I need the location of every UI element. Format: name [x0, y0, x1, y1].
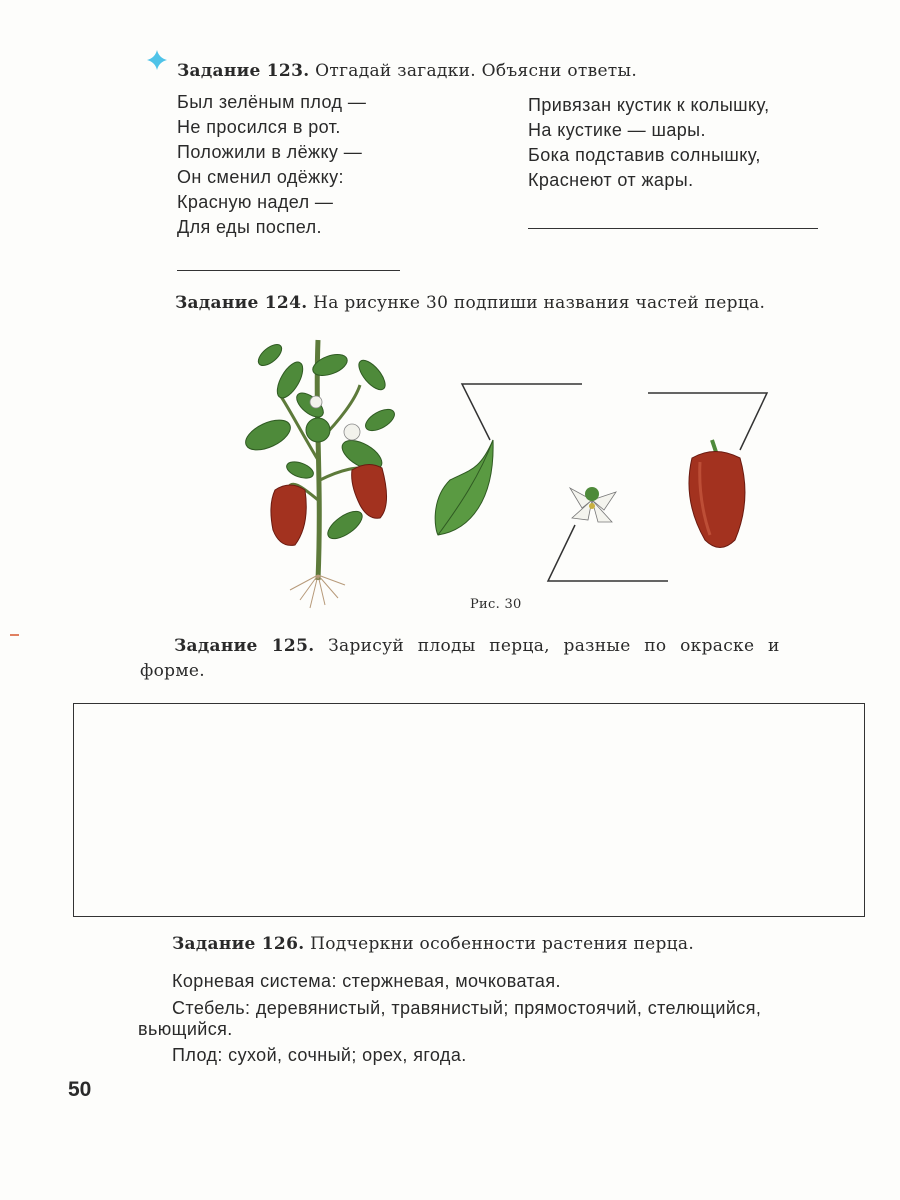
diamond-icon — [147, 50, 167, 70]
task-text: Подчеркни особенности растения перца. — [310, 934, 695, 954]
task-number: Задание 125. — [174, 636, 315, 656]
feature-line-root: Корневая система: стержневая, мочковатая. — [172, 971, 561, 991]
riddle-line: Не просился в рот. — [177, 117, 341, 137]
riddle-line: Был зелёным плод — — [177, 92, 367, 112]
riddle-line: Привязан кустик к колышку, — [528, 95, 770, 115]
answer-line-right[interactable] — [528, 228, 818, 229]
drawing-box[interactable] — [73, 703, 865, 917]
task-125-heading — [174, 636, 865, 656]
feature-line-fruit: Плод: сухой, сочный; орех, ягода. — [172, 1045, 467, 1065]
riddle-line: Для еды поспел. — [177, 217, 322, 237]
page-number: 50 — [68, 1078, 92, 1101]
task-number: Задание 126. — [172, 934, 305, 954]
riddle-left — [177, 90, 366, 240]
riddle-line: На кустике — шары. — [528, 120, 706, 140]
riddle-right — [528, 93, 770, 193]
task-text: Отгадай загадки. Объясни ответы. — [315, 61, 638, 81]
leaf-illustration — [435, 440, 493, 535]
task-number: Задание 123. — [177, 61, 310, 81]
task-124-heading — [175, 293, 765, 313]
feature-line-stem-cont: вьющийся. — [138, 1019, 233, 1039]
riddle-line: Он сменил одёжку: — [177, 167, 344, 187]
pepper-fruit-illustration — [689, 440, 745, 548]
task-number: Задание 124. — [175, 293, 308, 313]
riddle-line: Красную надел — — [177, 192, 334, 212]
task-123-heading — [177, 61, 637, 81]
task-text-cont: форме. — [140, 661, 205, 681]
pepper-plant-illustration — [241, 340, 398, 608]
flower-illustration — [570, 487, 616, 522]
riddle-line: Бока подставив солнышку, — [528, 145, 761, 165]
answer-line-left[interactable] — [177, 270, 400, 271]
margin-mark — [10, 634, 19, 636]
riddle-line: Положили в лёжку — — [177, 142, 363, 162]
riddle-line: Краснеют от жары. — [528, 170, 694, 190]
task-text: На рисунке 30 подпиши названия частей перца. — [313, 293, 766, 313]
task-text: Зарисуй плоды перца, разные по окраске и — [328, 636, 780, 656]
figure-caption: Рис. 30 — [470, 597, 522, 612]
task-126-heading — [172, 934, 694, 954]
feature-line-stem: Стебель: деревянистый, травянистый; прямостоячий, стелющийся, — [172, 998, 762, 1018]
